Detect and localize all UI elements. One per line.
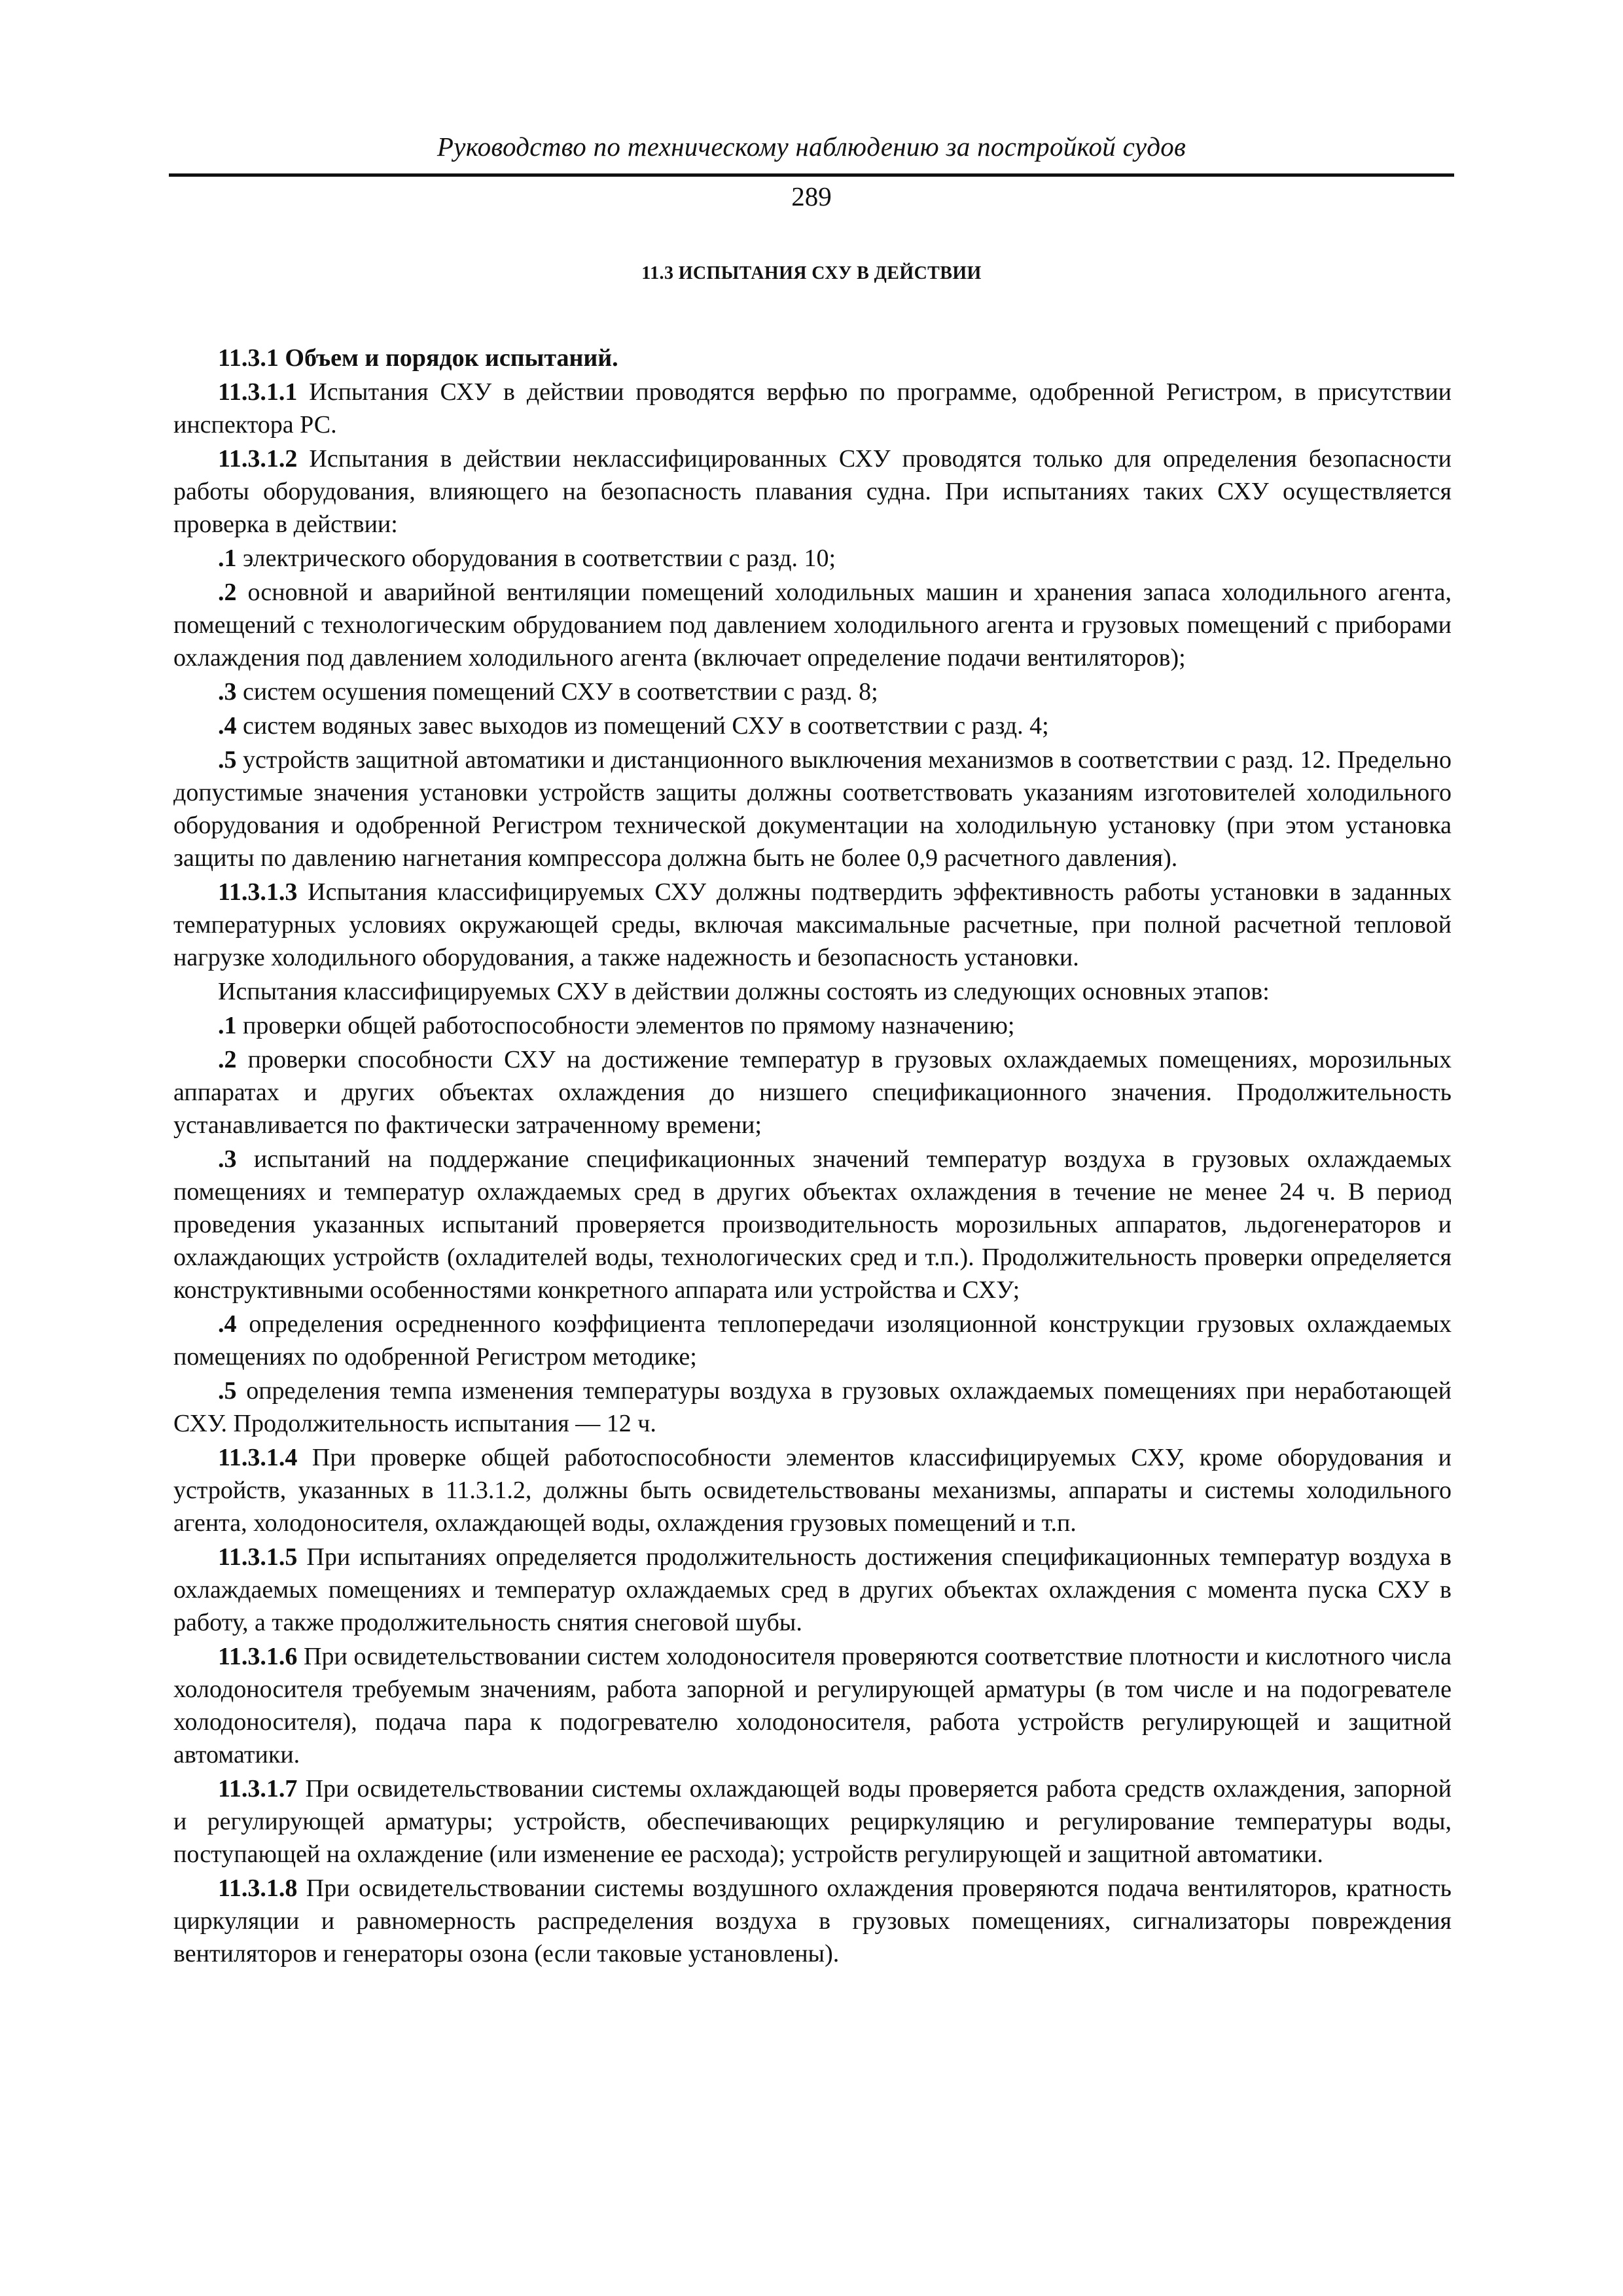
list-item-label: .1 bbox=[218, 545, 237, 572]
paragraph-text: Испытания классифицируемых СХУ в действии должны состоять из следующих основных этапов: bbox=[218, 978, 1270, 1005]
list-item bbox=[173, 744, 1452, 874]
list-item-text: определения темпа изменения температуры воздуха в грузовых охлаждаемых помещениях при неработающей СХУ. Продолжительность испытания — 12 ч. bbox=[173, 1377, 1452, 1437]
paragraph bbox=[173, 1772, 1452, 1871]
paragraph-text: При освидетельствовании систем холодоносителя проверяются соответствие плотности и кислотного числа холодоносителя требуемым значениям, работа запорной и регулирующей арматуры (в том числе и на подогревателе холодоносителя), подача пара к подогревателю холодоносителя, работа устройств регулирующей и защитной автоматики. bbox=[173, 1643, 1452, 1768]
running-head: Руководство по техническому наблюдению за постройкой судов bbox=[437, 132, 1186, 162]
paragraph bbox=[173, 1441, 1452, 1539]
paragraph-text: При освидетельствовании системы охлаждающей воды проверяется работа средств охлаждения, запорной и регулирующей арматуры; устройств, обеспечивающих рециркуляцию и регулирование температуры воды, поступающей на охлаждение (или изменение ее расхода); устройств регулирующей и защитной автоматики. bbox=[173, 1775, 1452, 1868]
paragraph-label: 11.3.1.5 bbox=[218, 1543, 298, 1571]
list-item-label: .3 bbox=[218, 1145, 237, 1173]
body-text bbox=[173, 342, 1452, 1971]
list-item-label: .1 bbox=[218, 1012, 237, 1039]
list-item bbox=[173, 1308, 1452, 1373]
list-item-label: .2 bbox=[218, 579, 237, 606]
paragraph bbox=[173, 1541, 1452, 1639]
paragraph-label: 11.3.1.6 bbox=[218, 1643, 298, 1670]
list-item-text: определения осредненного коэффициента теплопередачи изоляционной конструкции грузовых охлаждаемых помещениях по одобренной Регистром методике; bbox=[173, 1310, 1452, 1371]
section-title: 11.3 ИСПЫТАНИЯ СХУ В ДЕЙСТВИИ bbox=[641, 263, 982, 283]
paragraph-text: При проверке общей работоспособности элементов классифицируемых СХУ, кроме оборудования и устройств, указанных в 11.3.1.2, должны быть освидетельствованы механизмы, аппараты и системы холодильного агента, холодоносителя, охлаждающей воды, охлаждения грузовых помещений и т.п. bbox=[173, 1444, 1452, 1537]
paragraph-label: 11.3.1.2 bbox=[218, 445, 298, 473]
list-item bbox=[173, 675, 1452, 708]
list-item-label: .4 bbox=[218, 1310, 237, 1338]
paragraph-label: 11.3.1.3 bbox=[218, 878, 298, 906]
list-item bbox=[173, 542, 1452, 575]
list-item bbox=[173, 709, 1452, 742]
list-item bbox=[173, 576, 1452, 674]
paragraph bbox=[173, 975, 1452, 1008]
list-item-text: электрического оборудования в соответствии с разд. 10; bbox=[236, 545, 836, 572]
list-item-text: проверки способности СХУ на достижение температур в грузовых охлаждаемых помещениях, морозильных аппаратах и других объектах охлаждения до низшего спецификационного значения. Продолжительность устанавливается по фактически затраченному времени; bbox=[173, 1046, 1452, 1139]
list-item-text: основной и аварийной вентиляции помещений холодильных машин и хранения запаса холодильного агента, помещений с технологическим обрудованием под давлением холодильного агента и грузовых помещений с приборами охлаждения под давлением холодильного агента (включает определение подачи вентиляторов); bbox=[173, 579, 1452, 672]
list-item-text: систем осушения помещений СХУ в соответствии с разд. 8; bbox=[236, 678, 878, 706]
list-item-label: .5 bbox=[218, 1377, 237, 1405]
list-item bbox=[173, 1374, 1452, 1440]
list-item bbox=[173, 1143, 1452, 1306]
paragraph-text: При освидетельствовании системы воздушного охлаждения проверяются подача вентиляторов, кратность циркуляции и равномерность распределения воздуха в грузовых помещениях, сигнализаторы повреждения вентиляторов и генераторы озона (если таковые установлены). bbox=[173, 1874, 1452, 1967]
paragraph-text: Испытания классифицируемых СХУ должны подтвердить эффективность работы установки в заданных температурных условиях окружающей среды, включая максимальные расчетные, при полной расчетной тепловой нагрузке холодильного оборудования, а также надежность и безопасность установки. bbox=[173, 878, 1452, 971]
list-item-label: .5 bbox=[218, 746, 237, 774]
page-number: 289 bbox=[791, 181, 832, 211]
paragraph-text: При испытаниях определяется продолжительность достижения спецификационных температур воздуха в охлаждаемых помещениях и температур охлаждаемых сред в других объектах охлаждения с момента пуска СХУ в работу, а также продолжительность снятия снеговой шубы. bbox=[173, 1543, 1452, 1636]
list-item-text: систем водяных завес выходов из помещений СХУ в соответствии с разд. 4; bbox=[236, 712, 1049, 740]
subsection-heading bbox=[173, 342, 1452, 374]
paragraph-label: 11.3.1.4 bbox=[218, 1444, 298, 1471]
paragraph bbox=[173, 1872, 1452, 1970]
list-item bbox=[173, 1043, 1452, 1141]
paragraph-label: 11.3.1.8 bbox=[218, 1874, 298, 1902]
list-item bbox=[173, 1009, 1452, 1042]
paragraph-text: Испытания СХУ в действии проводятся верфью по программе, одобренной Регистром, в присутствии инспектора РС. bbox=[173, 378, 1452, 439]
paragraph bbox=[173, 442, 1452, 541]
list-item-text: проверки общей работоспособности элементов по прямому назначению; bbox=[236, 1012, 1015, 1039]
paragraph bbox=[173, 376, 1452, 441]
paragraph-label: 11.3.1.7 bbox=[218, 1775, 298, 1803]
paragraph-label: 11.3.1 Объем и порядок испытаний. bbox=[218, 344, 618, 372]
paragraph-text: Испытания в действии неклассифицированных СХУ проводятся только для определения безопасности работы оборудования, влияющего на безопасность плавания судна. При испытаниях таких СХУ осуществляется проверка в действии: bbox=[173, 445, 1452, 538]
header-rule bbox=[169, 173, 1454, 177]
list-item-label: .2 bbox=[218, 1046, 237, 1073]
paragraph bbox=[173, 1640, 1452, 1771]
list-item-text: устройств защитной автоматики и дистанционного выключения механизмов в соответствии с разд. 12. Предельно допустимые значения установки устройств защиты должны соответствовать указаниям изготовителей холодильного оборудования и одобренной Регистром технической документации на холодильную установку (при этом установка защиты по давлению нагнетания компрессора должна быть не более 0,9 расчетного давления). bbox=[173, 746, 1452, 872]
paragraph bbox=[173, 876, 1452, 974]
list-item-text: испытаний на поддержание спецификационных значений температур воздуха в грузовых охлаждаемых помещениях и температур охлаждаемых сред в других объектах охлаждения в течение не менее 24 ч. В период проведения указанных испытаний проверяется производительность морозильных аппаратов, льдогенераторов и охлаждающих устройств (охладителей воды, технологических сред и т.п.). Продолжительность проверки определяется конструктивными особенностями конкретного аппарата или устройства и СХУ; bbox=[173, 1145, 1452, 1304]
paragraph-label: 11.3.1.1 bbox=[218, 378, 298, 406]
list-item-label: .3 bbox=[218, 678, 237, 706]
list-item-label: .4 bbox=[218, 712, 237, 740]
